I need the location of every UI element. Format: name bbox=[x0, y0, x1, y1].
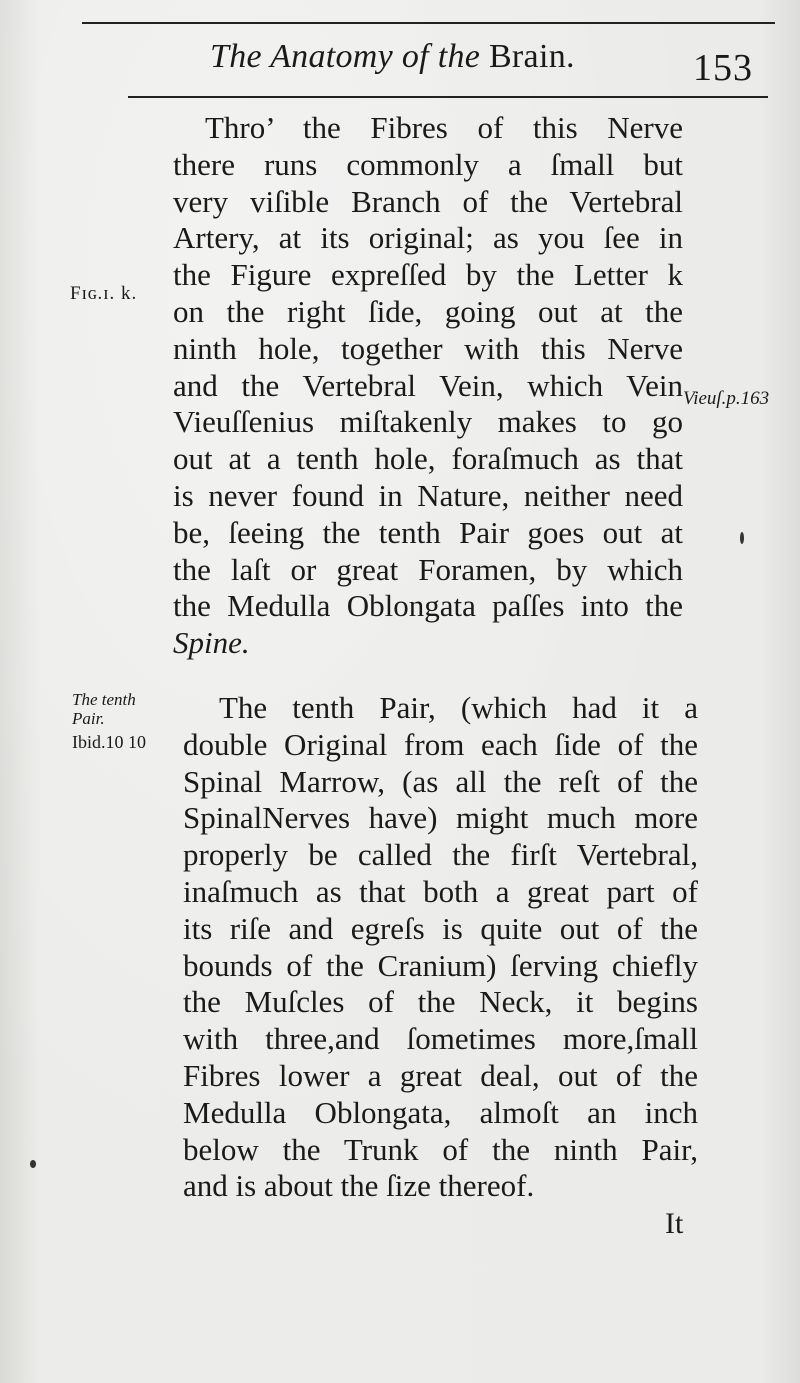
page-number: 153 bbox=[693, 47, 753, 89]
text-line: the Figure expreſſed by the Letter k bbox=[173, 257, 683, 293]
text-line: double Original from each ſide of the bbox=[183, 726, 698, 762]
text-italic: Spine. bbox=[173, 625, 250, 661]
paragraph-2 bbox=[183, 690, 698, 1205]
ink-speck bbox=[740, 532, 744, 544]
text-line bbox=[173, 625, 683, 662]
margin-note-tenth-line1: The tenth bbox=[72, 690, 136, 709]
text-line: is never found in Nature, neither need bbox=[173, 477, 683, 513]
text-line: the Muſcles of the Neck, it begins bbox=[183, 984, 698, 1020]
text-line: ninth hole, together with this Nerve bbox=[173, 330, 683, 366]
text-line: bounds of the Cranium) ſerving chiefly bbox=[183, 947, 698, 983]
margin-note-ibid: Ibid.10 10 bbox=[72, 732, 146, 752]
text-line: Thro’ the Fibres of this Nerve bbox=[205, 110, 683, 145]
ink-speck bbox=[30, 1160, 36, 1168]
text-line: its riſe and egreſs is quite out of the bbox=[183, 910, 698, 946]
text-line: Artery, at its original; as you ſee in bbox=[173, 220, 683, 256]
text-line: properly be called the firſt Vertebral, bbox=[183, 837, 698, 873]
text-line: Fibres lower a great deal, out of the bbox=[183, 1057, 698, 1093]
margin-note-vieussenius: Vieuſ.p.163 bbox=[683, 388, 770, 409]
text-line: Medulla Oblongata, almoſt an inch bbox=[183, 1094, 698, 1130]
text-line: be, ſeeing the tenth Pair goes out at bbox=[173, 514, 683, 550]
text-line: out at a tenth hole, foraſmuch as that bbox=[173, 441, 683, 477]
text-line: and the Vertebral Vein, which Vein bbox=[173, 367, 683, 403]
margin-note-figure: Fɪɢ.ɪ. k. bbox=[70, 283, 138, 304]
catchword: It bbox=[665, 1207, 684, 1240]
text-line: there runs commonly a ſmall but bbox=[173, 146, 683, 182]
margin-note-tenth-pair bbox=[72, 690, 136, 728]
running-head bbox=[210, 38, 650, 76]
top-rule bbox=[82, 22, 775, 24]
text-line: Spinal Marrow, (as all the reſt of the bbox=[183, 763, 698, 799]
text-line: Vieuſſenius miſtakenly makes to go bbox=[173, 404, 683, 440]
header-rule bbox=[128, 96, 768, 98]
text-line: inaſmuch as that both a great part of bbox=[183, 873, 698, 909]
text-line: with three,and ſometimes more,ſmall bbox=[183, 1021, 698, 1057]
text-line: SpinalNerves have) might much more bbox=[183, 800, 698, 836]
running-head-roman: Brain. bbox=[488, 38, 575, 75]
text-line: the Medulla Oblongata paſſes into the bbox=[173, 588, 683, 624]
margin-note-tenth-line2: Pair. bbox=[72, 709, 105, 728]
text-line: the laſt or great Foramen, by which bbox=[173, 551, 683, 587]
paragraph-1 bbox=[173, 110, 683, 662]
text-line: very viſible Branch of the Vertebral bbox=[173, 183, 683, 219]
text-line: The tenth Pair, (which had it a bbox=[219, 690, 698, 725]
text-line: and is about the ſize thereof. bbox=[183, 1168, 535, 1204]
running-head-italic: The Anatomy of the bbox=[210, 38, 481, 75]
text-line: on the right ſide, going out at the bbox=[173, 293, 683, 329]
text-line: below the Trunk of the ninth Pair, bbox=[183, 1131, 698, 1167]
